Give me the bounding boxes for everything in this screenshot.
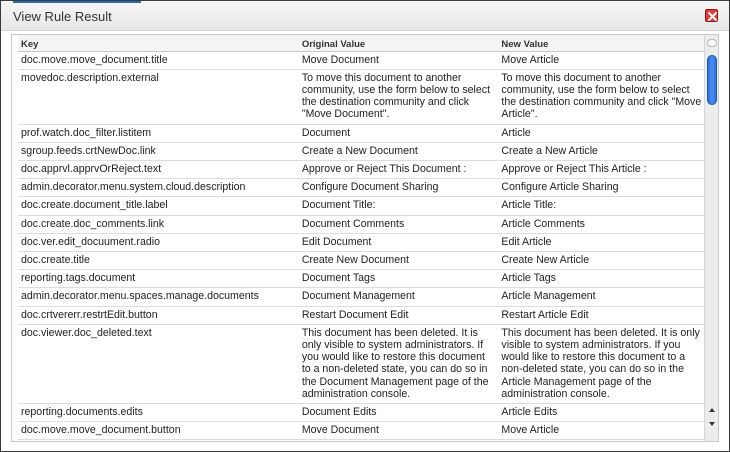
column-header-key[interactable]: Key [18,35,299,51]
cell-new-value: Move Article [498,51,704,69]
table-row[interactable] [18,306,704,324]
cell-original-value: Approve or Reject This Document : [299,160,499,178]
cell-key: doc.create.title [18,251,299,269]
cell-key: doc.move.move_document.title [18,51,299,69]
cell-key: sgroup.feeds.crtNewDoc.link [18,142,299,160]
vertical-scrollbar[interactable] [704,35,718,441]
cell-original-value: Document Tags [299,270,499,288]
cell-key: admin.decorator.menu.spaces.manage.documents [18,288,299,306]
table-row[interactable] [18,160,704,178]
scroll-track-cap [707,39,717,47]
cell-key: doc.viewer.doc_deleted.text [18,324,299,403]
cell-new-value: Restart Article Edit [498,306,704,324]
scroll-down-arrow-icon [705,418,719,430]
cell-new-value: Article [498,124,704,142]
cell-key: admin.decorator.menu.system.cloud.description [18,179,299,197]
cell-key: doc.apprvl.apprvOrReject.text [18,160,299,178]
dialog-title: View Rule Result [13,9,112,24]
close-icon [707,11,718,22]
cell-original-value: Move Document [299,422,499,440]
table-row[interactable] [18,270,704,288]
table-row[interactable] [18,215,704,233]
cell-new-value: Article Edits [498,403,704,421]
table-row[interactable] [18,251,704,269]
table-row[interactable] [18,69,704,124]
table-row[interactable] [18,179,704,197]
cell-original-value: Create New Document [299,251,499,269]
cell-new-value: To move this document to another community, use the form below to select the destination community and click "Move Article". [498,69,704,124]
cell-original-value: To move this document to another community, use the form below to select the destination community and click "Move Document". [299,69,499,124]
cell-original-value: Document Management [299,288,499,306]
scroll-thumb[interactable] [707,55,717,105]
cell-original-value: This document has been deleted. It is only visible to system administrators. If you would like to restore this document to a non-deleted state, you can do so in the Document Management page of the administration console. [299,324,499,403]
table-row[interactable] [18,324,704,403]
scroll-up-arrow-icon [705,404,719,416]
close-button[interactable] [705,9,718,22]
scroll-down-button[interactable] [705,417,719,429]
cell-new-value: Article Title: [498,197,704,215]
column-header-original-value[interactable]: Original Value [299,35,499,51]
cell-original-value: Document Title: [299,197,499,215]
cell-original-value: Document Edits [299,403,499,421]
column-header-new-value[interactable]: New Value [498,35,704,51]
cell-key: prof.watch.doc_filter.listitem [18,124,299,142]
cell-original-value: Create a New Document [299,142,499,160]
cell-new-value: Move Article [498,422,704,440]
table-row[interactable] [18,233,704,251]
cell-key: doc.create.document_title.label [18,197,299,215]
cell-new-value: Create a New Article [498,142,704,160]
cell-new-value: This document has been deleted. It is only visible to system administrators. If you would like to restore this document to a non-deleted state, you can do so in the Article Management page of the administration console. [498,324,704,403]
results-table-viewport[interactable] [12,35,704,441]
results-table [18,35,704,440]
table-header-row [18,35,704,51]
cell-original-value: Edit Document [299,233,499,251]
table-row[interactable] [18,197,704,215]
cell-original-value: Document Comments [299,215,499,233]
cell-key: doc.move.move_document.button [18,422,299,440]
cell-original-value: Restart Document Edit [299,306,499,324]
cell-original-value: Move Document [299,51,499,69]
cell-new-value: Article Tags [498,270,704,288]
cell-key: doc.create.doc_comments.link [18,215,299,233]
table-row[interactable] [18,124,704,142]
cell-key: doc.crtvererr.restrtEdit.button [18,306,299,324]
table-row[interactable] [18,51,704,69]
cell-new-value: Approve or Reject This Article : [498,160,704,178]
cell-new-value: Article Management [498,288,704,306]
cell-new-value: Edit Article [498,233,704,251]
dialog-titlebar[interactable] [1,1,729,31]
cell-key: reporting.tags.document [18,270,299,288]
accent-strip [13,1,141,3]
cell-new-value: Article Comments [498,215,704,233]
table-row[interactable] [18,288,704,306]
cell-new-value: Configure Article Sharing [498,179,704,197]
cell-key: movedoc.description.external [18,69,299,124]
cell-new-value: Create New Article [498,251,704,269]
cell-key: reporting.documents.edits [18,403,299,421]
cell-original-value: Configure Document Sharing [299,179,499,197]
scroll-up-button[interactable] [705,403,719,415]
cell-key: doc.ver.edit_docuument.radio [18,233,299,251]
table-row[interactable] [18,403,704,421]
cell-original-value: Document [299,124,499,142]
table-row[interactable] [18,422,704,440]
table-row[interactable] [18,142,704,160]
rule-result-panel [11,34,719,442]
